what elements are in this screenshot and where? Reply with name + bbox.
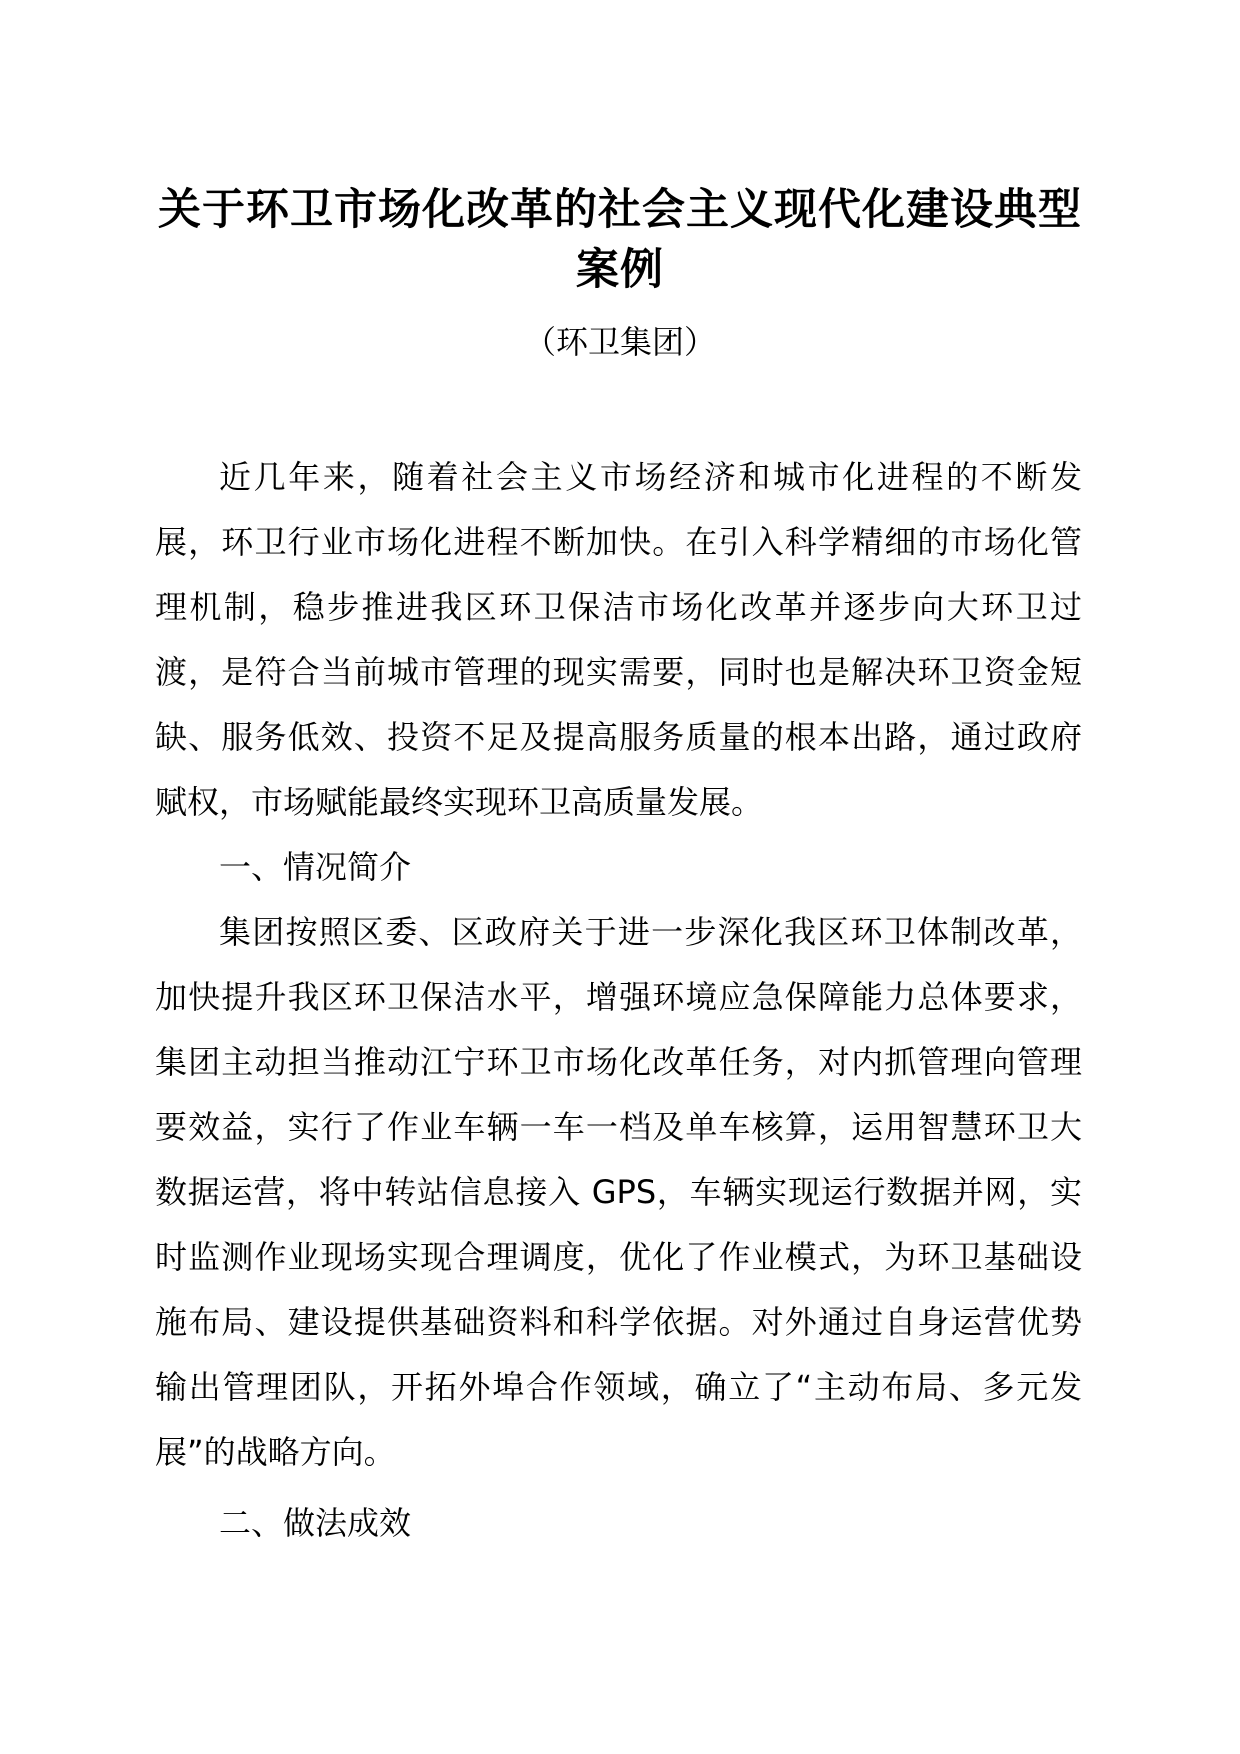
intro-paragraph: 近几年来，随着社会主义市场经济和城市化进程的不断发展，环卫行业市场化进程不断加快。在引入科学精细的市场化管理机制，稳步推进我区环卫保洁市场化改革并逐步向大环卫过渡，是符合当前城市管理的现实需要，同时也是解决环卫资金短缺、服务低效、投资不足及提高服务质量的根本出路，通过政府赋权，市场赋能最终实现环卫高质量发展。 [155, 458, 1082, 821]
document-body [155, 445, 1082, 1556]
section-heading-overview: 一、情况简介 [219, 848, 412, 886]
document-subtitle: （环卫集团） [523, 323, 716, 361]
overview-paragraph: 集团按照区委、区政府关于进一步深化我区环卫体制改革，加快提升我区环卫保洁水平，增强环境应急保障能力总体要求，集团主动担当推动江宁环卫市场化改革任务，对内抓管理向管理要效益，实行了作业车辆一车一档及单车核算，运用智慧环卫大数据运营，将中转站信息接入 GPS，车辆实现运行数据并网，实时监测作业现场实现合理调度，优化了作业模式，为环卫基础设施布局、建设提供基础资料和科学依据。对外通过自身运营优势输出管理团队，开拓外埠合作领域，确立了“主动布局、多元发展”的战略方向。 [155, 913, 1082, 1471]
document-title: 关于环卫市场化改革的社会主义现代化建设典型案例 [158, 185, 1082, 295]
section-heading-practices: 二、做法成效 [219, 1504, 412, 1542]
